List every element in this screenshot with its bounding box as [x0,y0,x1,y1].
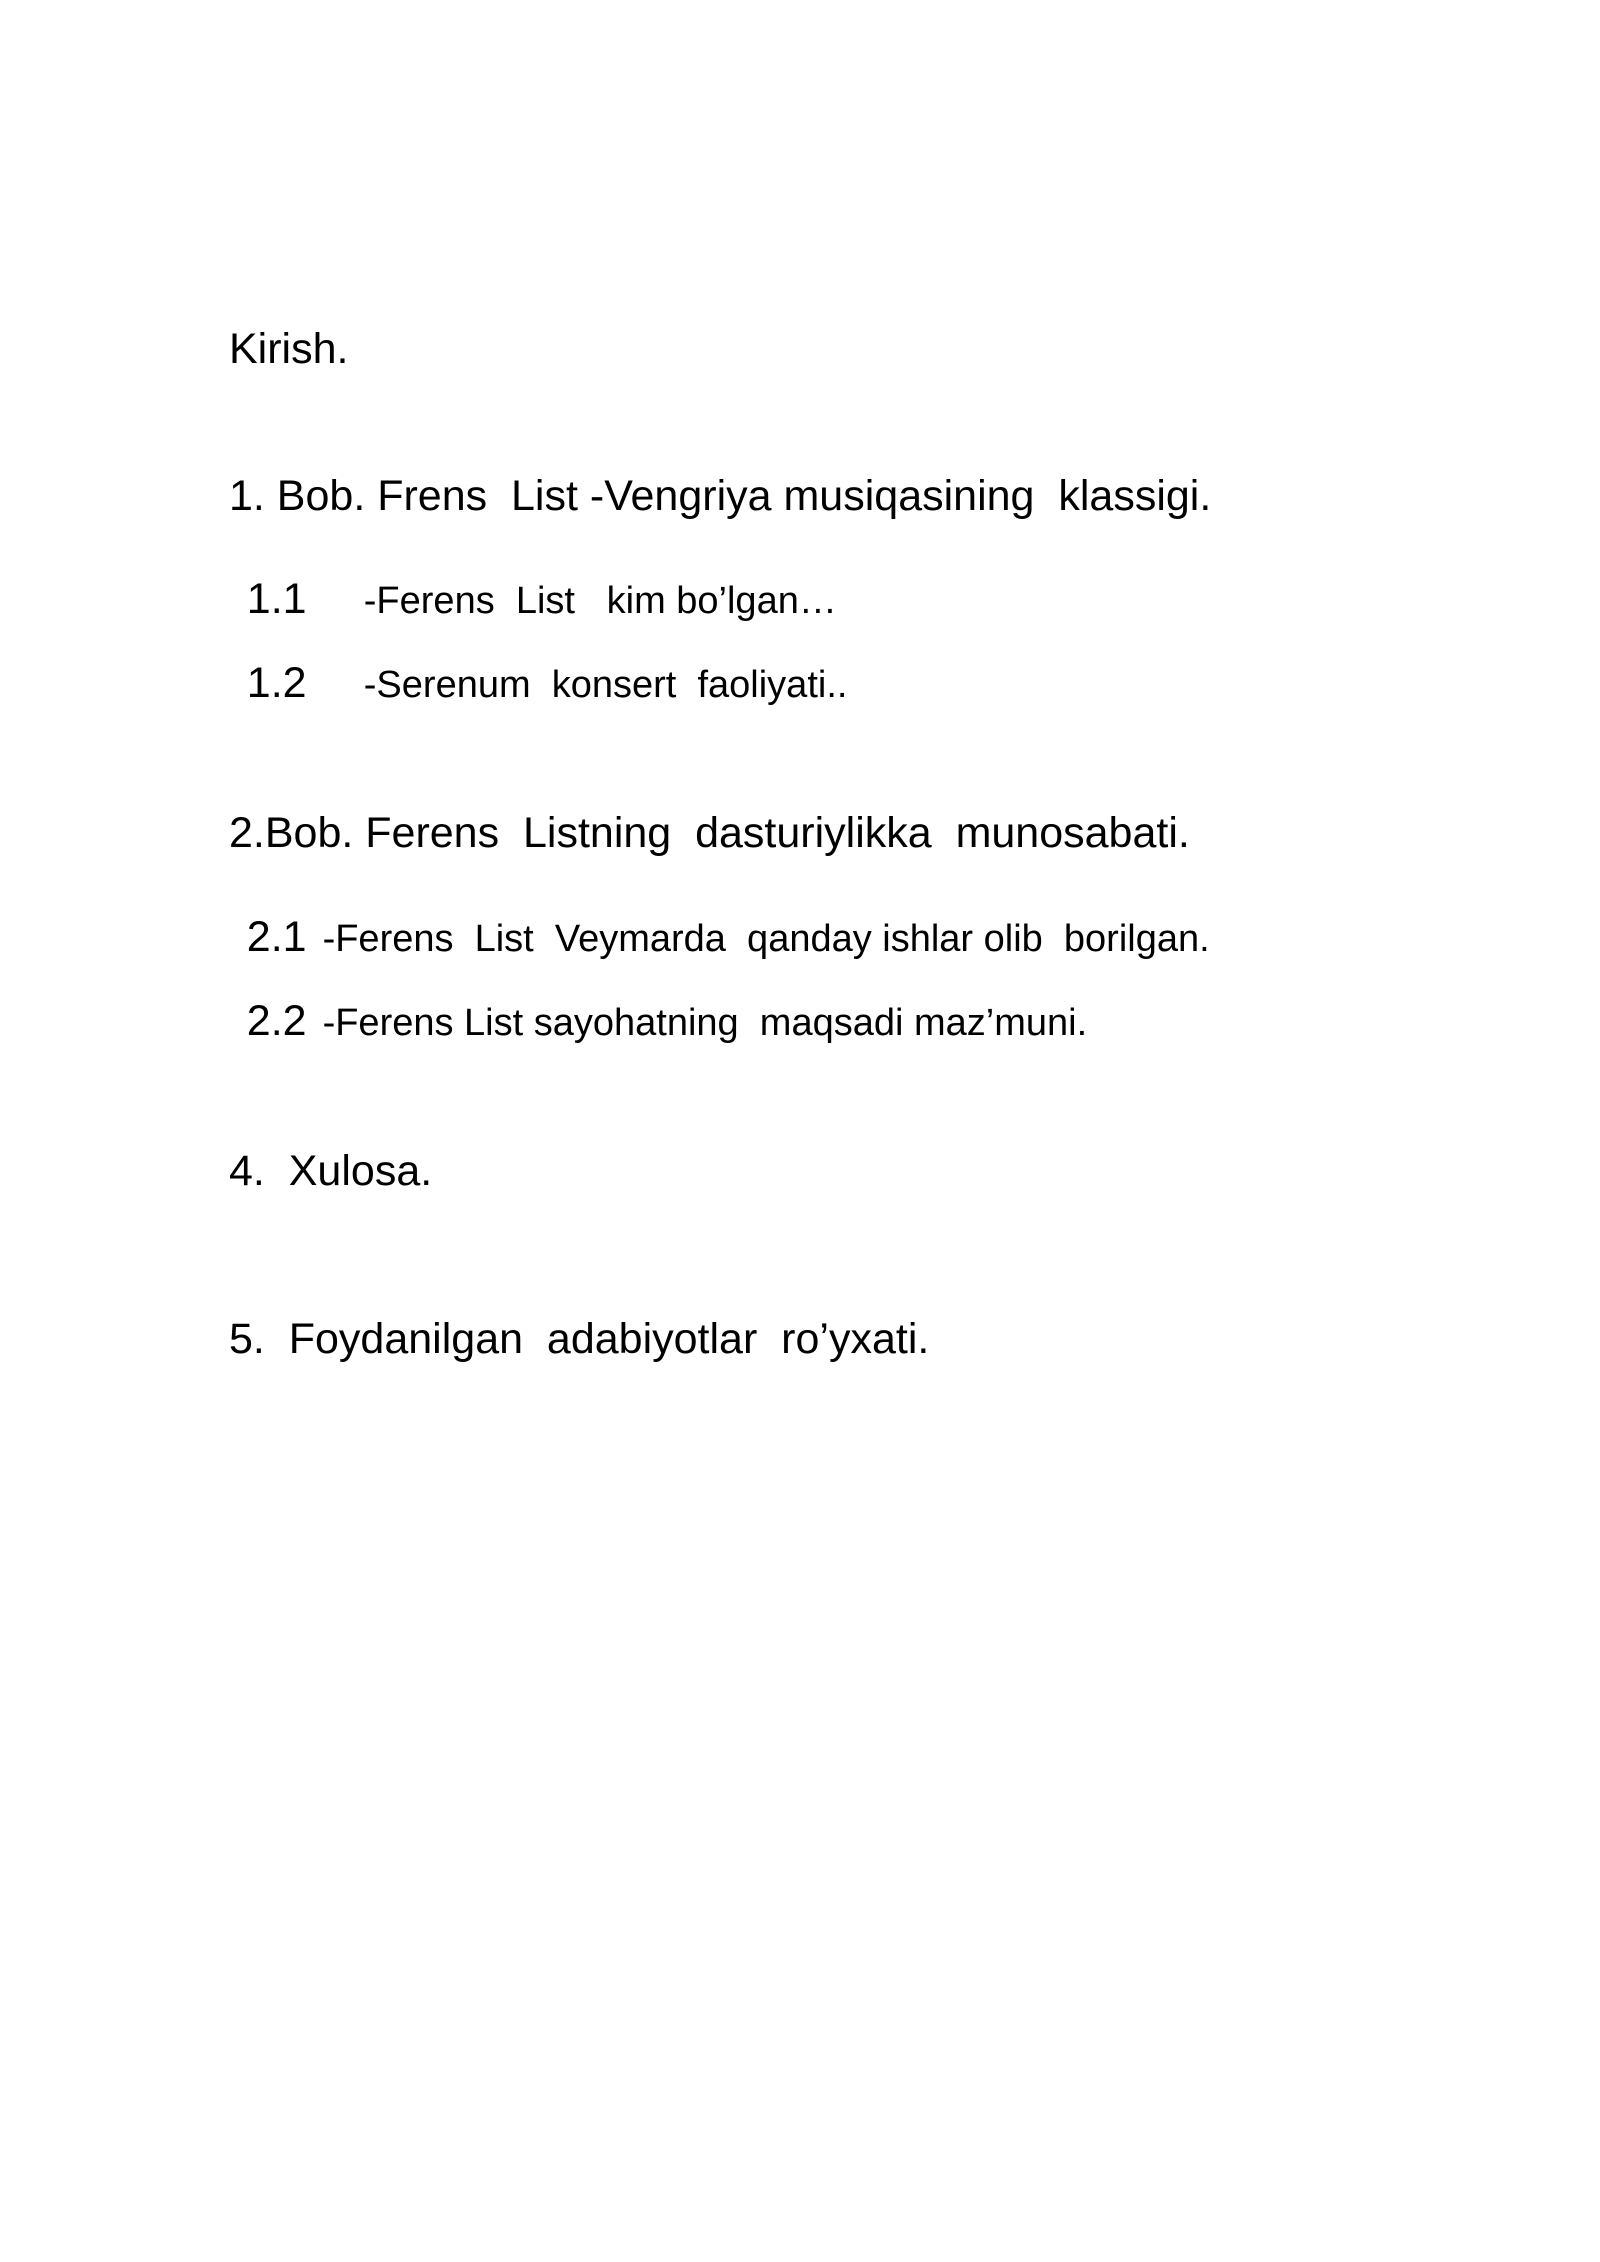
toc-item-2-2 [229,984,1087,1059]
toc-item-1-2 [229,646,847,721]
toc-item-text: -Ferens List kim bo’lgan… [363,580,837,622]
toc-item-number: 2.2 [246,997,307,1045]
toc-item-number: 1.1 [246,575,307,623]
toc-item-1-1 [229,562,837,637]
toc-item-text: -Serenum konsert faoliyati.. [363,664,848,706]
toc-item-number: 2.1 [246,913,307,961]
toc-intro: Kirish. [229,325,349,373]
toc-item-text: -Ferens List sayohatning maqsadi maz’muni. [322,1002,1088,1044]
toc-item-number: 1.2 [246,659,307,707]
toc-chapter-1-title: 1. Bob. Frens List -Vengriya musiqasining klassigi. [229,472,1212,520]
toc-chapter-2-title: 2.Bob. Ferens Listning dasturiylikka munosabati. [229,809,1190,857]
toc-item-text: -Ferens List Veymarda qanday ishlar olib borilgan. [322,918,1210,960]
toc-references: 5. Foydanilgan adabiyotlar ro’yxati. [229,1315,930,1363]
toc-item-2-1 [229,900,1210,975]
toc-conclusion: 4. Xulosa. [229,1147,433,1195]
